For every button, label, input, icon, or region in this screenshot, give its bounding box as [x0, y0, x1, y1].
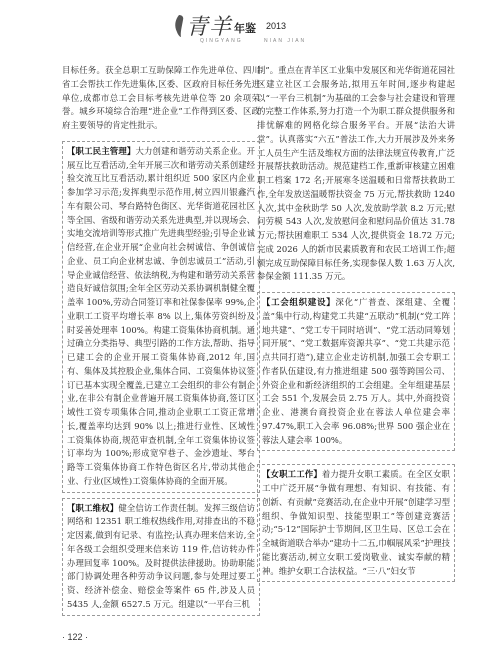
- page-header: [0, 0, 480, 58]
- section-title: 【职工民主管理】: [67, 145, 136, 156]
- logo-nianjian: 年鉴: [234, 22, 256, 35]
- page-number: · 122 ·: [62, 632, 89, 642]
- section-body: 着力提升女职工素质。在全区女职工中广泛开展“争做有理想、有知识、有技能、有创新、有贡献”竞赛活动,在企业中开展“创建学习型组织、争做知识型、技能型职工”等创建竞赛活动;“5·12”国际护士节期间,区卫生局、区总工会在全城街道联合举办“建功十二五,巾帼展风采”护理技能比赛活动,树立女职工爱岗敬业、诚实奉献的精神。维护女职工合法权益。“三·八”妇女节: [262, 469, 450, 576]
- section-title: 【女职工工作】: [262, 469, 322, 480]
- section-body: 健全信访工作责任制。发挥三级信访网络和 12351 职工维权热线作用,对排查出的不稳定因素,做到有记录、有监控;认真办理来信来访,全年各级工会组织受理来信来访 119 件,信访转办件办理回复率 100%。及时提供法律援助。协助职能部门协调处理各种劳动争议问题,参与处理过要工资、经济补偿金、赔偿金等案件 65 件,涉及人员 5435 人,金额 6527.5 万元。组建以“一平台三机: [67, 502, 256, 609]
- logo-pinyin-left: QINGYANG: [200, 38, 243, 44]
- logo-year: 2013: [266, 21, 287, 31]
- left-intro-paragraph: 目标任务。获全总职工互助保障工作先进单位、四川省工会帮扶工作先进集体,区委、区政府目标任务先进单位,成都市总工会目标考核先进单位等 20 余项荣誉。城乡环境综合治理“进企业”工作得到区委、区政府主要领导的肯定性批示。: [62, 65, 260, 130]
- section-body: 大力创建和谐劳动关系企业。开展互比互看活动,全年开展三次和谐劳动关系创建经验交流互比互看活动,累计组织近 500 家区内企业参加学习示范;发挥典型示范作用,树立四川银鑫汽车有限公司、琴台路特色街区、光华街道花园社区等全国、省级和谐劳动关系先进典型,并以现场会、实地交流培训等形式推广先进典型经验;引导企业诚信经营,在企业开展“企业向社会树诚信、争创诚信企业、员工向企业树忠诚、争创忠诚员工”活动,引导企业诚信经营、依法纳税,为构建和谐劳动关系营造良好诚信氛围;全年全区劳动关系协调机制健全覆盖率 100%,劳动合同签订率和社保参保率 99%,企业职工工资平均增长率 8% 以上,集体劳资纠纷及时妥善处理率 100%。构建工资集体协商机制。通过确立分类指导、典型引路的工作方法,帮助、指导已建工会的企业开展工资集体协商,2012 年,国有、集体及其控股企业,集体合同、工资集体协议签订已基本实现全覆盖,已建立工会组织的非公有制企业,在非公有制企业普遍开展工资集体协商,签订区域性工资专项集体合同,推动企业职工工资正常增长,覆盖率均达到 90% 以上;推进行业性、区域性工资集体协商,规范审查机制,全年工资集体协议签订率均为 100%;形成宽窄巷子、金沙遗址、琴台路等工资集体协商工作特色街区名片,带动其他企业、行业(区域性)工资集体协商的全面开展。: [67, 145, 256, 486]
- ink-brush-icon: [172, 14, 186, 38]
- yearbook-logo: [172, 8, 312, 54]
- logo-pinyin-right: NIAN JIAN: [264, 38, 307, 44]
- section-female-workers: [257, 464, 455, 582]
- section-workers-rights: [62, 498, 260, 616]
- left-column: [62, 64, 260, 621]
- right-column: [257, 64, 455, 587]
- section-workers-democratic-management: [62, 141, 260, 493]
- logo-chinese-title: 青羊: [186, 15, 233, 40]
- section-title: 【职工维权】: [67, 502, 119, 513]
- section-union-organization: [257, 292, 455, 451]
- right-intro-paragraph: 制”。重点在青羊区工业集中发展区和光华街道花园社区建立社区工会服务站,拟用五年时间,逐步构建起以“一平台三机制”为基础的工会参与社会建设和管理的完整工作体系,努力打造一个为职工群众提供服务和排忧解难的网格化综合服务平台。开展“法治大讲堂”。认真落实“六五”普法工作,大力开展涉及外来务工人员生产生活及维权方面的法律法规宣传教育,广泛开展帮扶救助活动。规范建档工作,重新审核建立困难职工档案 172 名;开展寒冬送温暖和日常帮扶救助工作,全年发放送温暖帮扶资金 75 万元,帮扶救助 1240 人次,其中金秋助学 50 人次,发放助学款 8.2 万元;慰问劳模 543 人次,发放慰问金和慰问品价值达 31.78 万元;帮扶困难职工 534 人次,提供资金 18.72 万元;完成 2026 人的新市民素质教育和农民工培训工作;超额完成互助保障目标任务,实现参保人数 1.63 万人次,参保金额 111.35 万元。: [257, 65, 455, 282]
- section-title: 【工会组织建设】: [262, 297, 336, 307]
- section-body: 深化“广普查、深组建、全覆盖”集中行动,构建党工共建“五联动”机制(“党工阵地共建”、“党工专干同时培训”、“党工活动同筹划同开展”、“党工数据库资源共享”、“党工共建示范点共同打造”),建立企业走访机制,加强工会专职工作者队伍建设,有力推进组建 500 强等跨国公司、外资企业和新经济组织的工会组建。全年组建基层工会 551 个,发展会员 2.75 万人。其中,外商投资企业、港澳台商投资企业在蓉法人单位建会率 97.47%,职工入会率 96.08%;世界 500 强企业在蓉法人建会率 100%。: [262, 297, 451, 445]
